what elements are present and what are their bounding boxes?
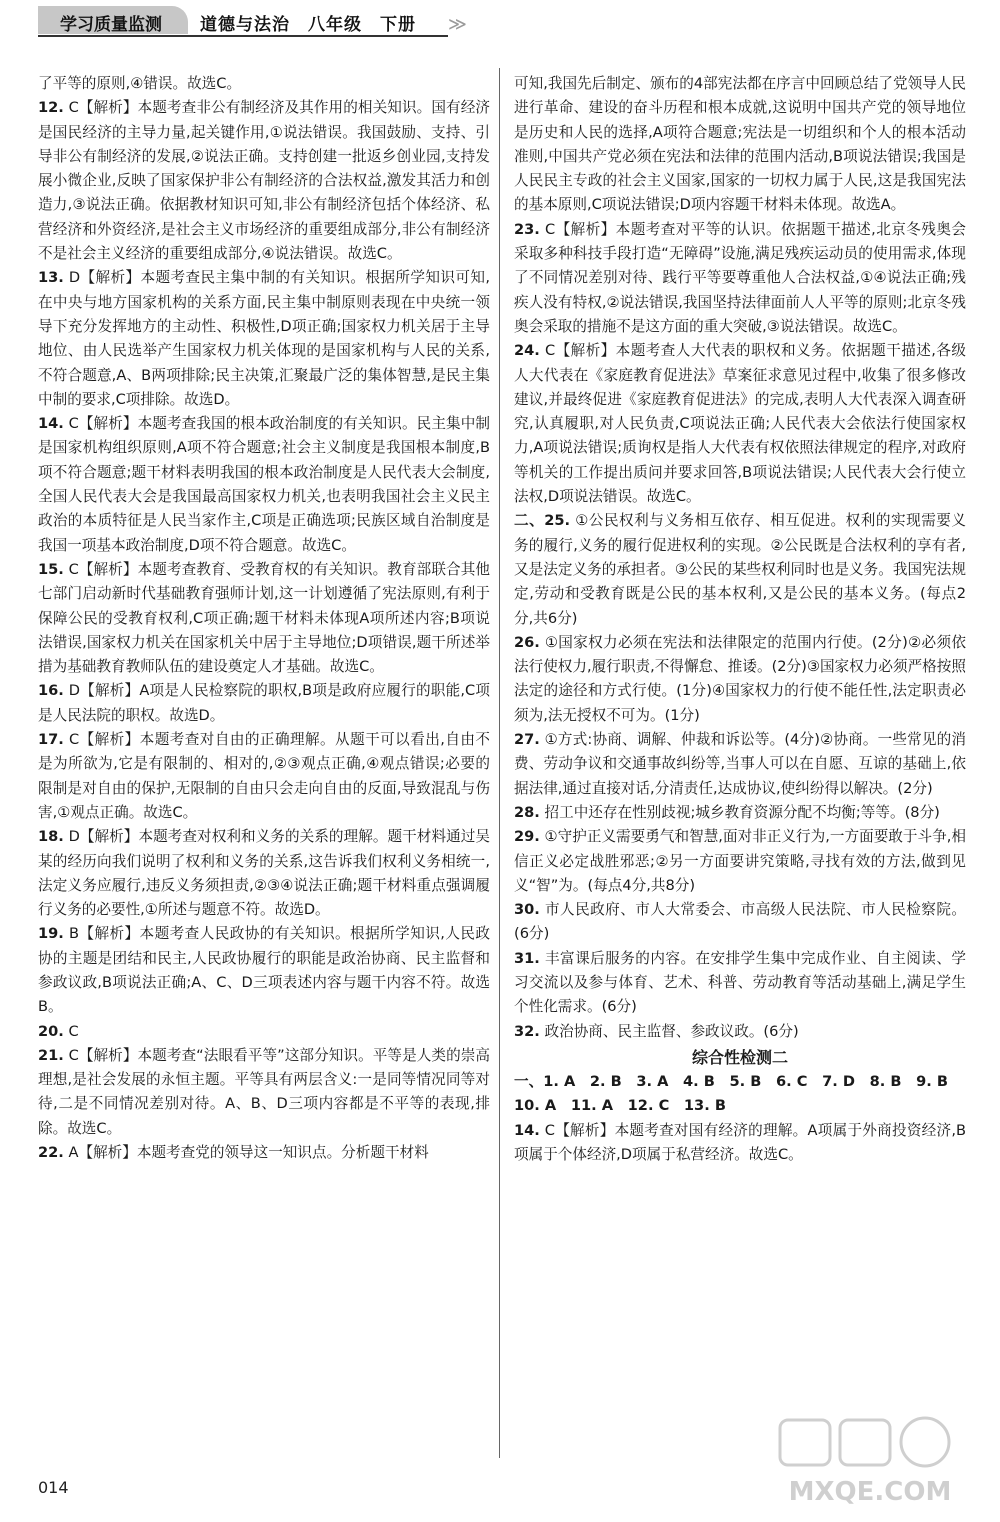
answer-paragraph: 12. C【解析】本题考查非公有制经济及其作用的相关知识。国有经济是国民经济的主导力量,起关键作用,①说法错误。我国鼓励、支持、引导非公有制经济的发展,②说法正确。支持创建一批返乡创业园,支持发展小微企业,反映了国家保护非公有制经济的合法权益,激发其活力和创造力,③说法正确。依据教材知识可知,非公有制经济包括个体经济、私营经济和外资经济,是社会主义市场经济的重要组成部分,非公有制经济不是社会主义经济的重要组成部分,④说法错误。故选C。 (38, 99, 490, 263)
right-column (514, 72, 966, 1167)
answer-paragraph: 17. C【解析】本题考查对自由的正确理解。从题干可以看出,自由不是为所欲为,它是有限制的、相对的,②③观点正确,④观点错误;必要的限制是对自由的保护,无限制的自由只会走向自由的反面,导致混乱与伤害,①观点正确。故选C。 (38, 731, 490, 821)
svg-text:MXQE.COM: MXQE.COM (788, 1477, 952, 1507)
answer-paragraph: 14. C【解析】本题考查对国有经济的理解。A项属于外商投资经济,B项属于个体经济,D项属于私营经济。故选C。 (514, 1121, 966, 1164)
answer-paragraph: 18. D【解析】本题考查对权利和义务的关系的理解。题干材料通过吴某的经历向我们说明了权利和义务的关系,这告诉我们权利义务相统一,法定义务应履行,违反义务须担责,②③④说法正确;题干材料重点强调履行义务的必要性,①所述与题意不符。故选D。 (38, 828, 490, 919)
answer-paragraph: 26. ①国家权力必须在宪法和法律限定的范围内行使。(2分)②必须依法行使权力,履行职责,不得懈怠、推诿。(2分)③国家权力必须严格按照法定的途径和方式行使。(1分)④国家权力的行使不能任性,法定职责必须为,法无授权不可为。(1分) (514, 633, 967, 724)
subject-title: 道德与法治 八年级 下册 (200, 15, 416, 35)
watermark-logo (770, 1410, 970, 1510)
answer-paragraph: 28. 招工中还存在性别歧视;城乡教育资源分配不均衡;等等。(8分) (514, 803, 940, 821)
arrow-icon: ≫ (448, 14, 467, 35)
answer-paragraph: 22. A【解析】本题考查党的领导这一知识点。分析题干材料 (38, 1144, 429, 1162)
answer-paragraph: 30. 市人民政府、市人大常委会、市高级人民法院、市人民检察院。(6分) (514, 901, 966, 943)
column-divider (499, 68, 500, 1458)
header-rule (38, 35, 448, 37)
answer-paragraph: 了平等的原则,④错误。故选C。 (38, 75, 242, 92)
section-title: 综合性检测二 (691, 1047, 788, 1067)
answer-paragraph: 二、25. ①公民权利与义务相互依存、相互促进。权利的实现需要义务的履行,义务的履行促进权利的实现。②公民既是合法权利的享有者,又是法定义务的承担者。③公民的某些权利同时也是义务。我国宪法规定,劳动和受教育既是公民的基本权利,又是公民的基本义务。(每点2分,共6分) (514, 512, 966, 627)
answer-paragraph: 32. 政治协商、民主监督、参政议政。(6分) (514, 1022, 799, 1040)
page-header (0, 0, 1000, 44)
answer-paragraph: 27. ①方式:协商、调解、仲裁和诉讼等。(4分)②协商。一些常见的消费、劳动争议和交通事故纠纷等,当事人可以在自愿、互谅的基础上,依据法律,通过直接对话,分清责任,达成协议,使纠纷得以解决。(2分) (514, 731, 967, 797)
left-column (38, 72, 490, 1165)
answer-paragraph: 20. C (38, 1022, 79, 1040)
series-title: 学习质量监测 (60, 15, 162, 35)
answer-paragraph: 15. C【解析】本题考查教育、受教育权的有关知识。教育部联合其他七部门启动新时代基础教育强师计划,这一计划遵循了宪法原则,有利于保障公民的受教育权利,C项正确;题干材料未体现A项所述内容;B项说法错误,国家权力机关在国家机关中居于主导地位;D项错误,题干所述举措为基础教育教师队伍的建设奠定人才基础。故选C。 (38, 560, 490, 676)
choice-answers-line: 10. A 11. A 12. C 13. B (514, 1097, 726, 1115)
answer-paragraph: 13. D【解析】本题考查民主集中制的有关知识。根据所学知识可知,在中央与地方国家机构的关系方面,民主集中制原则表现在中央统一领导下充分发挥地方的主动性、积极性,D项正确;国家权力机关居于主导地位、由人民选举产生国家权力机关体现的是国家机构与人民的关系,不符合题意,A、B两项排除;民主决策,汇聚最广泛的集体智慧,是民主集中制的要求,C项排除。故选D。 (38, 269, 490, 408)
answer-paragraph: 29. ①守护正义需要勇气和智慧,面对非正义行为,一方面要敢于斗争,相信正义必定战胜邪恶;②另一方面要讲究策略,寻找有效的方法,做到见义“智”为。(每点4分,共8分) (514, 828, 966, 894)
answer-paragraph: 16. D【解析】A项是人民检察院的职权,B项是政府应履行的职能,C项是人民法院的职权。故选D。 (38, 682, 491, 724)
choice-answers-line: 一、1. A 2. B 3. A 4. B 5. B 6. C 7. D 8. B 9. B (514, 1073, 948, 1091)
answer-paragraph: 21. C【解析】本题考查“法眼看平等”这部分知识。平等是人类的崇高理想,是社会发展的永恒主题。平等具有两层含义:一是同等情况同等对待,二是不同情况差别对待。A、B、D三项内容都是不平等的表现,排除。故选C。 (38, 1046, 490, 1137)
answer-paragraph: 23. C【解析】本题考查对平等的认识。依据题干描述,北京冬残奥会采取多种科技手段打造“无障碍”设施,满足残疾运动员的使用需求,体现了不同情况差别对待、践行平等要尊重他人合法权益,①④说法正确;残疾人没有特权,②说法错误,我国坚持法律面前人人平等的原则;北京冬残奥会采取的措施不是这方面的重大突破,③说法错误。故选C。 (514, 220, 966, 335)
answer-paragraph: 19. B【解析】本题考查人民政协的有关知识。根据所学知识,人民政协的主题是团结和民主,人民政协履行的职能是政治协商、民主监督和参政议政,B项说法正确;A、C、D三项表述内容与题干内容不符。故选B。 (38, 925, 491, 1016)
answer-paragraph: 31. 丰富课后服务的内容。在安排学生集中完成作业、自主阅读、学习交流以及参与体育、艺术、科普、劳动教育等活动基础上,满足学生个性化需求。(6分) (514, 949, 966, 1016)
answer-paragraph: 14. C【解析】本题考查我国的根本政治制度的有关知识。民主集中制是国家机构组织原则,A项不符合题意;社会主义制度是我国根本制度,B项不符合题意;题干材料表明我国的根本政治制度是人民代表大会制度,全国人民代表大会是我国最高国家权力机关,也表明我国社会主义民主政治的本质特征是人民当家作主,C项是正确选项;民族区域自治制度是我国一项基本政治制度,D项不符合题意。故选C。 (38, 415, 490, 554)
page-number: 014 (38, 1478, 69, 1497)
answer-paragraph: 24. C【解析】本题考查人大代表的职权和义务。依据题干描述,各级人大代表在《家庭教育促进法》草案征求意见过程中,收集了很多修改建议,并最终促进《家庭教育促进法》的完成,表明人大代表深入调查研究,认真履职,对人民负责,C项说法正确;人民代表大会依法行使国家权力,A项说法错误;质询权是指人大代表有权依照法律规定的程序,对政府等机关的工作提出质问并要求回答,B项说法错误;人民代表大会行使立法权,D项说法错误。故选C。 (514, 342, 966, 506)
answer-paragraph: 可知,我国先后制定、颁布的4部宪法都在序言中回顾总结了党领导人民进行革命、建设的奋斗历程和根本成就,这说明中国共产党的领导地位是历史和人民的选择,A项符合题意;宪法是一切组织和个人的根本活动准则,中国共产党必须在宪法和法律的范围内活动,B项说法错误;我国是人民民主专政的社会主义国家,国家的一切权力属于人民,这是我国宪法的基本原则,C项说法错误;D项内容题干材料未体现。故选A。 (514, 75, 966, 214)
